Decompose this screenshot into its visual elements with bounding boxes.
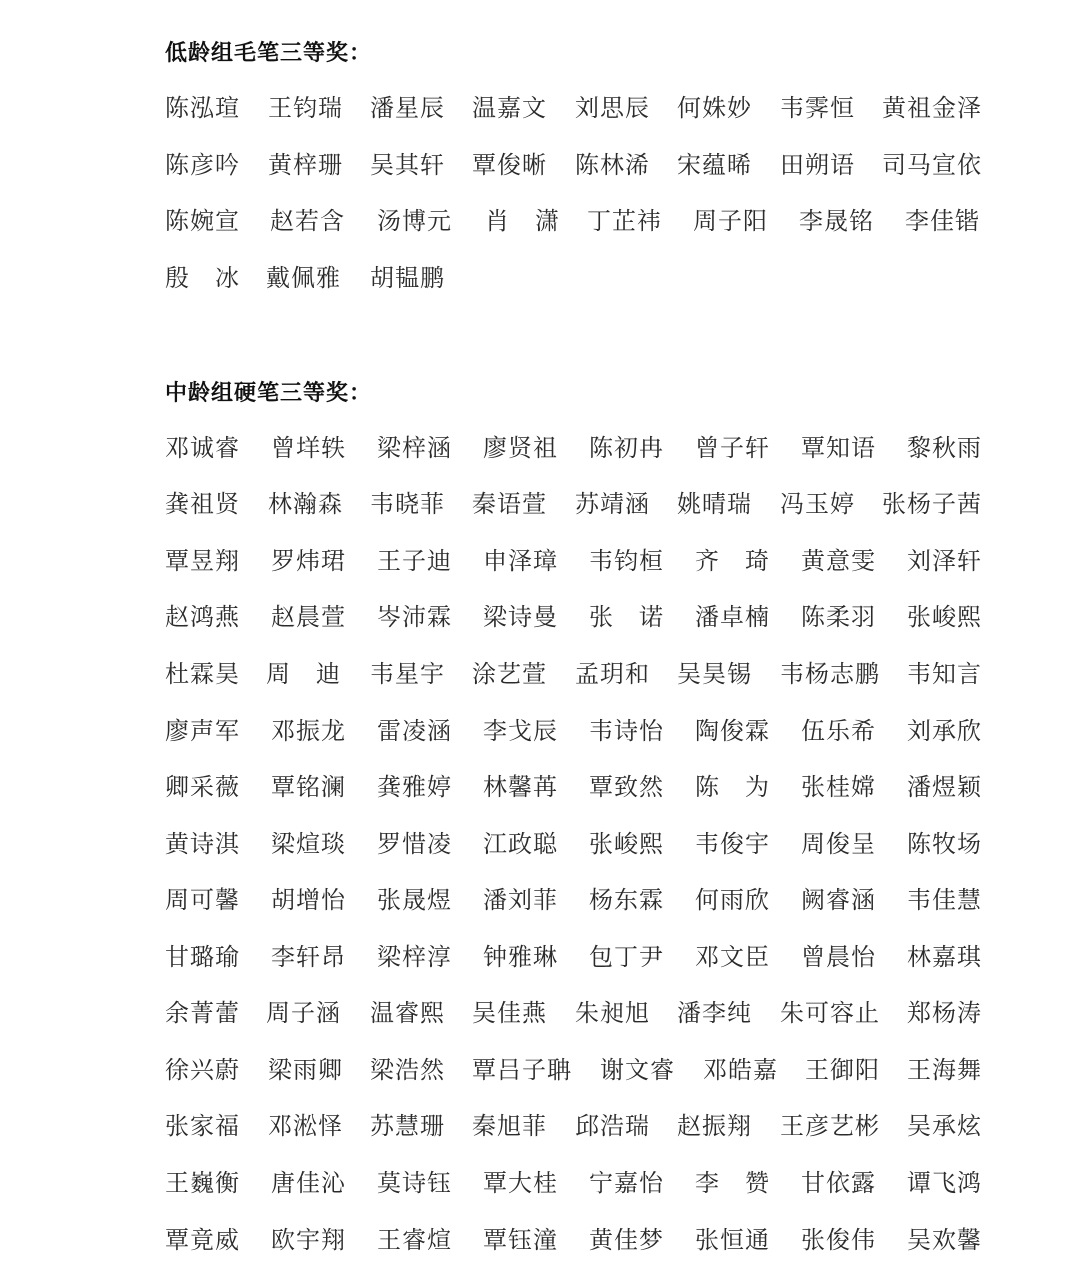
name-item: 江政聪: [483, 830, 558, 858]
name-item: 张峻熙: [589, 830, 664, 858]
name-item: 徐兴蔚: [165, 1056, 240, 1084]
name-item: 姚晴瑞: [677, 490, 752, 518]
name-item: 王子迪: [377, 547, 452, 575]
name-item: 韦诗怡: [589, 717, 664, 745]
name-item: 殷 冰: [165, 264, 240, 292]
name-item: 李 赞: [695, 1169, 770, 1197]
name-item: 周 迪: [266, 660, 341, 688]
name-item: 廖声军: [165, 717, 240, 745]
name-item: 梁梓淳: [377, 943, 452, 971]
name-item: 王彦艺彬: [780, 1112, 880, 1140]
name-item: 张晟煜: [377, 886, 452, 914]
name-item: 陈婉宣: [165, 207, 240, 235]
name-item: 谢文睿: [600, 1056, 675, 1084]
name-row: [165, 148, 995, 182]
name-item: 温嘉文: [472, 94, 547, 122]
name-item: 陈牧场: [907, 830, 982, 858]
name-item: 胡韫鹏: [370, 264, 445, 292]
name-item: 汤博元: [377, 207, 452, 235]
name-item: 罗炜珺: [271, 547, 346, 575]
name-item: 覃竟威: [165, 1226, 240, 1254]
name-item: 卿采薇: [165, 773, 240, 801]
section-title-middle-pen: 中龄组硬笔三等奖：: [165, 381, 373, 406]
name-item: 王睿煊: [377, 1226, 452, 1254]
name-item: 冯玉婷: [780, 490, 855, 518]
name-item: 覃大桂: [483, 1169, 558, 1197]
name-item: 雷凌涵: [377, 717, 452, 745]
name-item: 梁浩然: [370, 1056, 445, 1084]
name-item: 谭飞鸿: [907, 1169, 982, 1197]
name-item: 赵若含: [270, 207, 345, 235]
name-item: 陈林浠: [575, 151, 650, 179]
name-item: 王御阳: [805, 1056, 880, 1084]
name-item: 黎秋雨: [907, 434, 982, 462]
name-item: 黄佳梦: [589, 1226, 664, 1254]
name-item: 赵鸿燕: [165, 603, 240, 631]
name-item: 杨东霖: [589, 886, 664, 914]
name-item: 曾垟轶: [271, 434, 346, 462]
name-item: 李晟铭: [799, 207, 874, 235]
name-item: 杜霖昊: [165, 660, 240, 688]
name-item: 宁嘉怡: [589, 1169, 664, 1197]
name-item: 曾子轩: [695, 434, 770, 462]
name-item: 王海舞: [907, 1056, 982, 1084]
name-item: 秦旭菲: [472, 1112, 547, 1140]
name-item: 邓淞怿: [268, 1112, 343, 1140]
name-item: 周俊呈: [801, 830, 876, 858]
name-item: 韦晓菲: [370, 490, 445, 518]
name-item: 吴欢馨: [907, 1226, 982, 1254]
name-item: 何姝妙: [677, 94, 752, 122]
name-item: 唐佳沁: [271, 1169, 346, 1197]
name-row: [165, 657, 995, 691]
name-item: 韦知言: [907, 660, 982, 688]
name-item: 邱浩瑞: [575, 1112, 650, 1140]
name-item: 潘李纯: [677, 999, 752, 1027]
name-item: 吴昊锡: [677, 660, 752, 688]
name-item: 韦杨志鹏: [780, 660, 880, 688]
name-item: 周子阳: [693, 207, 768, 235]
name-item: 张杨子茜: [882, 490, 982, 518]
name-item: 齐 琦: [695, 547, 770, 575]
name-item: 张俊伟: [801, 1226, 876, 1254]
name-item: 朱昶旭: [575, 999, 650, 1027]
name-item: 邓皓嘉: [703, 1056, 778, 1084]
name-item: 张恒通: [695, 1226, 770, 1254]
name-row: [165, 261, 995, 295]
name-item: 何雨欣: [695, 886, 770, 914]
name-item: 肖 潇: [485, 207, 560, 235]
name-row: [165, 827, 995, 861]
name-item: 申泽璋: [483, 547, 558, 575]
name-item: 梁雨卿: [268, 1056, 343, 1084]
name-item: 莫诗钰: [377, 1169, 452, 1197]
name-item: 廖贤祖: [483, 434, 558, 462]
name-item: 潘煜颖: [907, 773, 982, 801]
name-item: 包丁尹: [589, 943, 664, 971]
name-item: 吴佳燕: [472, 999, 547, 1027]
name-item: 赵振翔: [677, 1112, 752, 1140]
name-item: 覃知语: [801, 434, 876, 462]
name-item: 温睿熙: [370, 999, 445, 1027]
name-item: 张家福: [165, 1112, 240, 1140]
name-item: 韦佳慧: [907, 886, 982, 914]
name-item: 周可馨: [165, 886, 240, 914]
name-item: 李佳锴: [905, 207, 980, 235]
name-item: 韦钧桓: [589, 547, 664, 575]
name-item: 阙睿涵: [801, 886, 876, 914]
name-row: [165, 544, 995, 578]
name-item: 梁梓涵: [377, 434, 452, 462]
name-item: 林馨苒: [483, 773, 558, 801]
name-item: 陶俊霖: [695, 717, 770, 745]
name-item: 陈 为: [695, 773, 770, 801]
name-item: 梁煊琰: [271, 830, 346, 858]
name-item: 龚雅婷: [377, 773, 452, 801]
name-item: 甘璐瑜: [165, 943, 240, 971]
name-item: 韦霁恒: [780, 94, 855, 122]
name-item: 邓振龙: [271, 717, 346, 745]
name-item: 覃俊晰: [472, 151, 547, 179]
name-row: [165, 1166, 995, 1200]
name-row: [165, 487, 995, 521]
name-row: [165, 204, 995, 238]
name-item: 覃吕子聃: [472, 1056, 572, 1084]
name-item: 甘依露: [801, 1169, 876, 1197]
name-item: 潘星辰: [370, 94, 445, 122]
name-item: 潘刘菲: [483, 886, 558, 914]
name-row: [165, 1053, 995, 1087]
name-item: 孟玥和: [575, 660, 650, 688]
name-item: 余菁蕾: [165, 999, 240, 1027]
name-item: 覃致然: [589, 773, 664, 801]
name-item: 林瀚森: [268, 490, 343, 518]
name-item: 覃钰潼: [483, 1226, 558, 1254]
name-item: 张桂嫦: [801, 773, 876, 801]
name-item: 郑杨涛: [907, 999, 982, 1027]
name-item: 龚祖贤: [165, 490, 240, 518]
name-item: 伍乐希: [801, 717, 876, 745]
name-row: [165, 431, 995, 465]
name-row: [165, 1109, 995, 1143]
name-item: 张峻熙: [907, 603, 982, 631]
name-item: 梁诗曼: [483, 603, 558, 631]
name-item: 田朔语: [780, 151, 855, 179]
name-item: 朱可容止: [780, 999, 880, 1027]
name-item: 曾晨怡: [801, 943, 876, 971]
name-item: 黄诗淇: [165, 830, 240, 858]
name-item: 刘思辰: [575, 94, 650, 122]
name-item: 丁芷祎: [587, 207, 662, 235]
name-item: 涂艺萱: [472, 660, 547, 688]
name-item: 陈彦吟: [165, 151, 240, 179]
name-item: 周子涵: [266, 999, 341, 1027]
name-item: 岑沛霖: [377, 603, 452, 631]
name-item: 潘卓楠: [695, 603, 770, 631]
name-item: 王钧瑞: [268, 94, 343, 122]
name-item: 欧宇翔: [271, 1226, 346, 1254]
name-item: 李轩昂: [271, 943, 346, 971]
name-row: [165, 1223, 995, 1257]
name-item: 陈初冉: [589, 434, 664, 462]
name-item: 宋蕴晞: [677, 151, 752, 179]
name-item: 罗惜凌: [377, 830, 452, 858]
name-item: 钟雅琳: [483, 943, 558, 971]
section-title-junior-brush: 低龄组毛笔三等奖：: [165, 41, 373, 66]
name-row: [165, 996, 995, 1030]
name-item: 苏靖涵: [575, 490, 650, 518]
name-item: 邓文臣: [695, 943, 770, 971]
name-item: 韦星宇: [370, 660, 445, 688]
name-item: 李戈辰: [483, 717, 558, 745]
name-item: 戴佩雅: [266, 264, 341, 292]
name-item: 林嘉琪: [907, 943, 982, 971]
name-item: 刘承欣: [907, 717, 982, 745]
name-row: [165, 770, 995, 804]
name-item: 韦俊宇: [695, 830, 770, 858]
name-item: 吴承炫: [907, 1112, 982, 1140]
name-item: 覃昱翔: [165, 547, 240, 575]
name-item: 刘泽轩: [907, 547, 982, 575]
name-item: 张 诺: [589, 603, 664, 631]
name-item: 王巍衡: [165, 1169, 240, 1197]
name-item: 秦语萱: [472, 490, 547, 518]
name-item: 黄梓珊: [268, 151, 343, 179]
name-item: 覃铭澜: [271, 773, 346, 801]
name-row: [165, 600, 995, 634]
name-item: 苏慧珊: [370, 1112, 445, 1140]
name-item: 黄意雯: [801, 547, 876, 575]
name-row: [165, 91, 995, 125]
name-item: 陈泓瑄: [165, 94, 240, 122]
name-item: 陈柔羽: [801, 603, 876, 631]
name-item: 黄祖金泽: [882, 94, 982, 122]
name-row: [165, 883, 995, 917]
name-row: [165, 940, 995, 974]
name-item: 赵晨萱: [271, 603, 346, 631]
name-item: 吴其轩: [370, 151, 445, 179]
name-row: [165, 714, 995, 748]
name-item: 邓诚睿: [165, 434, 240, 462]
name-item: 司马宣依: [882, 151, 982, 179]
name-item: 胡增怡: [271, 886, 346, 914]
